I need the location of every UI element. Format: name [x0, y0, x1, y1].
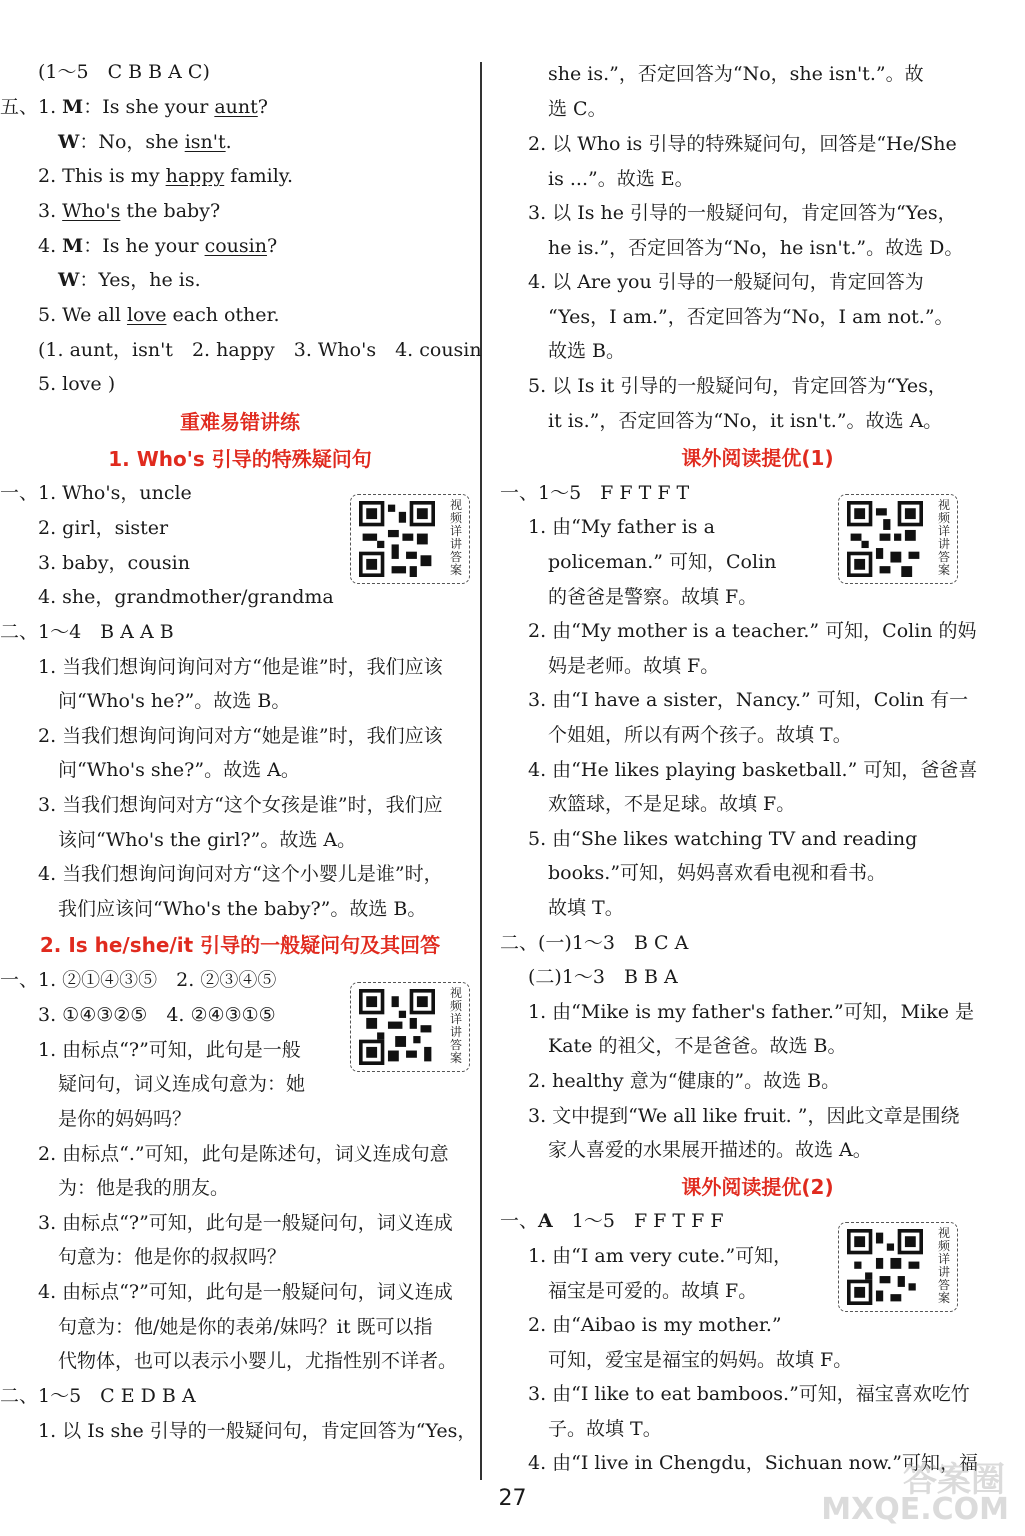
answer-line: 二、1～4 B A A B	[0, 621, 174, 643]
explanation-line: 妈是老师。故填 F。	[548, 655, 720, 677]
explanation-line: 2. 由标点“.”可知，此句是陈述句，词义连成句意	[38, 1143, 449, 1165]
answer-line: 2. This is my happy family.	[38, 165, 294, 187]
explanation-line: 4. 以 Are you 引导的一般疑问句，肯定回答为	[528, 271, 924, 293]
answer-line: 一、1. ②①④③⑤ 2. ②③④⑤	[0, 969, 277, 991]
watermark	[821, 1452, 1015, 1532]
answer-line: 4. M：Is he your cousin?	[38, 235, 278, 257]
answer-line: 一、1～5 F F T F T	[500, 482, 690, 504]
column-divider	[480, 62, 482, 1480]
qr-icon	[847, 501, 923, 577]
answer-line: (1. aunt，isn't 2. happy 3. Who's 4. cousin	[38, 339, 482, 361]
explanation-line: 故填 T。	[548, 897, 624, 919]
explanation-line: 1. 由“I am very cute.”可知，	[528, 1245, 793, 1267]
explanation-line: 3. 由标点“?”可知，此句是一般疑问句，词义连成	[38, 1212, 453, 1234]
section-heading: 课外阅读提优(1)	[681, 446, 834, 470]
explanation-line: 5. 以 Is it 引导的一般疑问句，肯定回答为“Yes，	[528, 375, 947, 397]
answer-line: W：No，she isn't.	[58, 131, 232, 153]
explanation-line: 2. 由“My mother is a teacher.” 可知，Colin 的妈	[528, 620, 977, 642]
section-heading: 课外阅读提优(2)	[681, 1175, 834, 1199]
explanation-line: 家人喜爱的水果展开描述的。故选 A。	[548, 1139, 872, 1161]
explanation-line: 3. 文中提到“We all like fruit. ”，因此文章是围绕	[528, 1105, 960, 1127]
explanation-line: it is.”，否定回答为“No，it isn't.”。故选 A。	[548, 410, 943, 432]
watermark-logo: 答案圈	[903, 1460, 1005, 1500]
explanation-line: 欢篮球，不是足球。故填 F。	[548, 793, 796, 815]
explanation-line: 选 C。	[548, 98, 607, 120]
explanation-line: 2. healthy 意为“健康的”。故选 B。	[528, 1070, 841, 1092]
explanation-line: 1. 由标点“?”可知，此句是一般	[38, 1039, 301, 1061]
explanation-line: 问“Who's she?”。故选 A。	[58, 759, 300, 781]
explanation-line: 句意为：他是你的叔叔吗？	[58, 1246, 287, 1268]
answer-line: W：Yes，he is.	[58, 269, 201, 291]
answer-line: 3. baby，cousin	[38, 552, 190, 574]
explanation-line: 3. 由“I like to eat bamboos.”可知，福宝喜欢吃竹	[528, 1383, 970, 1405]
explanation-line: policeman.” 可知，Colin	[548, 551, 777, 573]
answer-line: 4. she，grandmother/grandma	[38, 586, 334, 608]
explanation-line: Kate 的祖父，不是爸爸。故选 B。	[548, 1035, 847, 1057]
explanation-line: 为：他是我的朋友。	[58, 1177, 230, 1199]
explanation-line: 是你的妈妈吗？	[58, 1108, 192, 1130]
explanation-line: 疑问句，词义连成句意为：她	[58, 1073, 306, 1095]
explanation-line: 2. 以 Who is 引导的特殊疑问句，回答是“He/She	[528, 133, 957, 155]
explanation-line: 1. 由“My father is a	[528, 516, 715, 538]
explanation-line: 子。故填 T。	[548, 1418, 662, 1440]
explanation-line: 的爸爸是警察。故填 F。	[548, 586, 758, 608]
explanation-line: “Yes，I am.”，否定回答为“No，I am not.”。	[548, 306, 954, 328]
explanation-line: 3. 当我们想询问对方“这个女孩是谁”时，我们应	[38, 794, 443, 816]
subsection-heading: 1. Who's 引导的特殊疑问句	[108, 447, 372, 471]
explanation-line: 4. 当我们想询问询问对方“这个小婴儿是谁”时，	[38, 863, 443, 885]
answer-line: 3. ①④③②⑤ 4. ②④③①⑤	[38, 1004, 276, 1026]
answer-line: 5. We all love each other.	[38, 304, 280, 326]
page-number: 27	[498, 1486, 527, 1511]
explanation-line: 我们应该问“Who's the baby?”。故选 B。	[58, 898, 427, 920]
qr-label: 视频详讲答案	[937, 498, 950, 577]
explanation-line: 该问“Who's the girl?”。故选 A。	[58, 829, 357, 851]
answer-line: 二、(一)1～3 B C A	[500, 932, 689, 954]
explanation-line: 4. 由标点“?”可知，此句是一般疑问句，词义连成	[38, 1281, 453, 1303]
answer-line: 五、1. M：Is she your aunt?	[0, 96, 268, 118]
qr-icon	[359, 989, 435, 1065]
explanation-line: is ...”。故选 E。	[548, 168, 694, 190]
explanation-line: 3. 由“I have a sister，Nancy.” 可知，Colin 有一	[528, 689, 969, 711]
explanation-line: he is.”，否定回答为“No，he isn't.”。故选 D。	[548, 237, 964, 259]
explanation-line: 4. 由“I live in Chengdu，Sichuan now.”可知，福	[528, 1452, 979, 1474]
explanation-line: she is.”，否定回答为“No，she isn't.”。故	[548, 63, 924, 85]
explanation-line: 故选 B。	[548, 340, 626, 362]
qr-icon	[847, 1229, 923, 1305]
explanation-line: 2. 当我们想询问询问对方“她是谁”时，我们应该	[38, 725, 443, 747]
explanation-line: 5. 由“She likes watching TV and reading	[528, 828, 918, 850]
explanation-line: 可知，爱宝是福宝的妈妈。故填 F。	[548, 1349, 853, 1371]
qr-icon	[359, 501, 435, 577]
qr-code[interactable]	[838, 494, 958, 584]
explanation-line: 1. 当我们想询问询问对方“他是谁”时，我们应该	[38, 656, 443, 678]
explanation-line: 1. 由“Mike is my father's father.”可知，Mike 是	[528, 1001, 974, 1023]
explanation-line: books.”可知，妈妈喜欢看电视和看书。	[548, 862, 887, 884]
answer-line: 一、A 1～5 F F T F F	[500, 1210, 724, 1232]
explanation-line: 福宝是可爱的。故填 F。	[548, 1280, 758, 1302]
qr-label: 视频详讲答案	[449, 986, 462, 1065]
answer-line: 二、1～5 C E D B A	[0, 1385, 196, 1407]
explanation-line: 问“Who's he?”。故选 B。	[58, 690, 291, 712]
explanation-line: 代物体，也可以表示小婴儿，尤指性别不详者。	[58, 1350, 458, 1372]
explanation-line: 2. 由“Aibao is my mother.”	[528, 1314, 782, 1336]
answer-line: 一、1. Who's，uncle	[0, 482, 192, 504]
subsection-heading: 2. Is he/she/it 引导的一般疑问句及其回答	[39, 933, 441, 957]
explanation-line: 句意为：他/她是你的表弟/妹吗？it 既可以指	[58, 1316, 433, 1338]
explanation-line: 3. 以 Is he 引导的一般疑问句，肯定回答为“Yes，	[528, 202, 957, 224]
answer-line: 3. Who's the baby?	[38, 200, 221, 222]
answer-line: (1～5 C B B A C)	[38, 61, 210, 83]
explanation-line: 个姐姐，所以有两个孩子。故填 T。	[548, 724, 852, 746]
qr-label: 视频详讲答案	[937, 1226, 950, 1305]
qr-code[interactable]	[838, 1222, 958, 1312]
explanation-line: 1. 以 Is she 引导的一般疑问句，肯定回答为“Yes，	[38, 1420, 477, 1442]
section-heading: 重难易错讲练	[180, 410, 300, 434]
qr-code[interactable]	[350, 494, 470, 584]
answer-line: 5. love )	[38, 373, 116, 395]
answer-line: (二)1～3 B B A	[528, 966, 678, 988]
answer-line: 2. girl，sister	[38, 517, 169, 539]
explanation-line: 4. 由“He likes playing basketball.” 可知，爸爸喜	[528, 759, 978, 781]
watermark-url: MXQE.COM	[821, 1492, 1009, 1527]
qr-label: 视频详讲答案	[449, 498, 462, 577]
qr-code[interactable]	[350, 982, 470, 1072]
